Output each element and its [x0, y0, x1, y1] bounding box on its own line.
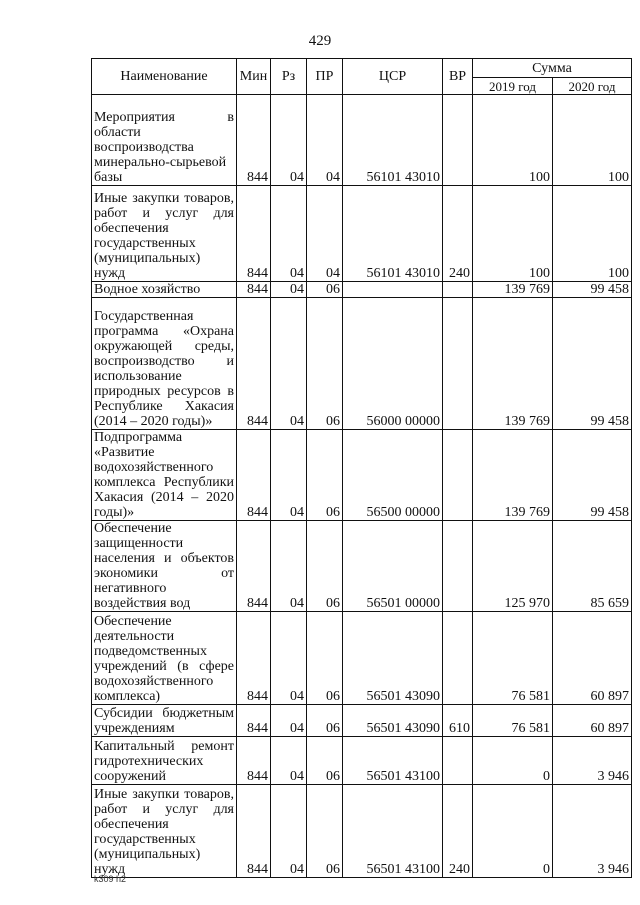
row-csr	[343, 282, 443, 298]
row-rz: 04	[271, 95, 307, 186]
row-sum-2020: 60 897	[553, 705, 632, 737]
row-min: 844	[237, 95, 271, 186]
table-row	[92, 430, 632, 521]
header-csr: ЦСР	[343, 59, 443, 95]
header-year-2019: 2019 год	[473, 78, 553, 95]
row-csr: 56501 43090	[343, 705, 443, 737]
row-vr: 610	[443, 705, 473, 737]
table-row	[92, 282, 632, 298]
row-name: Капитальный ремонт гидротехнических сооружений	[92, 737, 237, 785]
row-sum-2019: 100	[473, 95, 553, 186]
row-sum-2019: 76 581	[473, 612, 553, 705]
row-rz: 04	[271, 521, 307, 612]
row-rz: 04	[271, 737, 307, 785]
row-sum-2020: 85 659	[553, 521, 632, 612]
row-pr: 06	[307, 430, 343, 521]
row-csr: 56501 43090	[343, 612, 443, 705]
row-vr	[443, 737, 473, 785]
row-vr	[443, 282, 473, 298]
row-sum-2019: 139 769	[473, 430, 553, 521]
table-row	[92, 95, 632, 186]
row-pr: 06	[307, 282, 343, 298]
row-rz: 04	[271, 430, 307, 521]
row-min: 844	[237, 186, 271, 282]
row-min: 844	[237, 282, 271, 298]
header-rz: Рз	[271, 59, 307, 95]
header-pr: ПР	[307, 59, 343, 95]
row-csr: 56101 43010	[343, 186, 443, 282]
header-vr: ВР	[443, 59, 473, 95]
row-name: Иные закупки товаров, работ и услуг для обеспечения государственных (муниципальных) нужд	[92, 186, 237, 282]
row-min: 844	[237, 612, 271, 705]
row-sum-2019: 0	[473, 785, 553, 878]
row-name: Субсидии бюджетным учреждениям	[92, 705, 237, 737]
row-name: Водное хозяйство	[92, 282, 237, 298]
row-sum-2020: 99 458	[553, 298, 632, 430]
row-sum-2019: 76 581	[473, 705, 553, 737]
row-sum-2020: 100	[553, 186, 632, 282]
page-number: 429	[308, 33, 332, 49]
row-min: 844	[237, 521, 271, 612]
header-min: Мин	[237, 59, 271, 95]
row-vr	[443, 612, 473, 705]
row-sum-2020: 100	[553, 95, 632, 186]
row-name: Иные закупки товаров, работ и услуг для обеспечения государственных (муниципальных) нужд	[92, 785, 237, 878]
table-row	[92, 705, 632, 737]
row-name: Государственная программа «Охрана окружающей среды, воспроизводство и использование природных ресурсов в Республике Хакасия (2014 – 2020 годы)»	[92, 298, 237, 430]
row-csr: 56500 00000	[343, 430, 443, 521]
row-rz: 04	[271, 186, 307, 282]
row-csr: 56101 43010	[343, 95, 443, 186]
row-pr: 06	[307, 298, 343, 430]
row-rz: 04	[271, 282, 307, 298]
footer-code: k309 h2	[94, 874, 127, 884]
header-sum: Сумма	[473, 59, 632, 78]
table-row	[92, 521, 632, 612]
row-sum-2019: 139 769	[473, 282, 553, 298]
header-name: Наименование	[92, 59, 237, 95]
row-csr: 56501 43100	[343, 737, 443, 785]
row-rz: 04	[271, 785, 307, 878]
row-name: Обеспечение деятельности подведомственных учреждений (в сфере водохозяйственного комплекса)	[92, 612, 237, 705]
row-sum-2019: 139 769	[473, 298, 553, 430]
row-pr: 06	[307, 785, 343, 878]
row-pr: 06	[307, 705, 343, 737]
row-csr: 56501 00000	[343, 521, 443, 612]
row-rz: 04	[271, 298, 307, 430]
row-sum-2020: 3 946	[553, 785, 632, 878]
row-vr	[443, 298, 473, 430]
row-vr	[443, 430, 473, 521]
row-name: Мероприятия в области воспроизводства минерально-сырьевой базы	[92, 95, 237, 186]
row-sum-2020: 3 946	[553, 737, 632, 785]
row-rz: 04	[271, 705, 307, 737]
row-pr: 04	[307, 95, 343, 186]
row-vr	[443, 95, 473, 186]
row-name: Подпрограмма «Развитие водохозяйственного комплекса Республики Хакасия (2014 – 2020 годы)»	[92, 430, 237, 521]
row-min: 844	[237, 785, 271, 878]
row-pr: 06	[307, 737, 343, 785]
table-row	[92, 785, 632, 878]
row-vr	[443, 521, 473, 612]
row-sum-2019: 0	[473, 737, 553, 785]
row-name: Обеспечение защищенности населения и объектов экономики от негативного воздействия вод	[92, 521, 237, 612]
row-vr: 240	[443, 785, 473, 878]
row-pr: 06	[307, 612, 343, 705]
row-min: 844	[237, 298, 271, 430]
row-csr: 56501 43100	[343, 785, 443, 878]
header-year-2020: 2020 год	[553, 78, 632, 95]
table-body	[92, 95, 632, 878]
row-sum-2020: 99 458	[553, 282, 632, 298]
table-row	[92, 186, 632, 282]
table-row	[92, 298, 632, 430]
row-min: 844	[237, 705, 271, 737]
row-min: 844	[237, 430, 271, 521]
header-row	[92, 59, 632, 78]
row-sum-2020: 60 897	[553, 612, 632, 705]
row-csr: 56000 00000	[343, 298, 443, 430]
row-pr: 04	[307, 186, 343, 282]
budget-table	[91, 58, 632, 878]
row-sum-2019: 125 970	[473, 521, 553, 612]
row-pr: 06	[307, 521, 343, 612]
table-row	[92, 737, 632, 785]
row-vr: 240	[443, 186, 473, 282]
row-sum-2019: 100	[473, 186, 553, 282]
row-sum-2020: 99 458	[553, 430, 632, 521]
row-min: 844	[237, 737, 271, 785]
row-rz: 04	[271, 612, 307, 705]
table-row	[92, 612, 632, 705]
